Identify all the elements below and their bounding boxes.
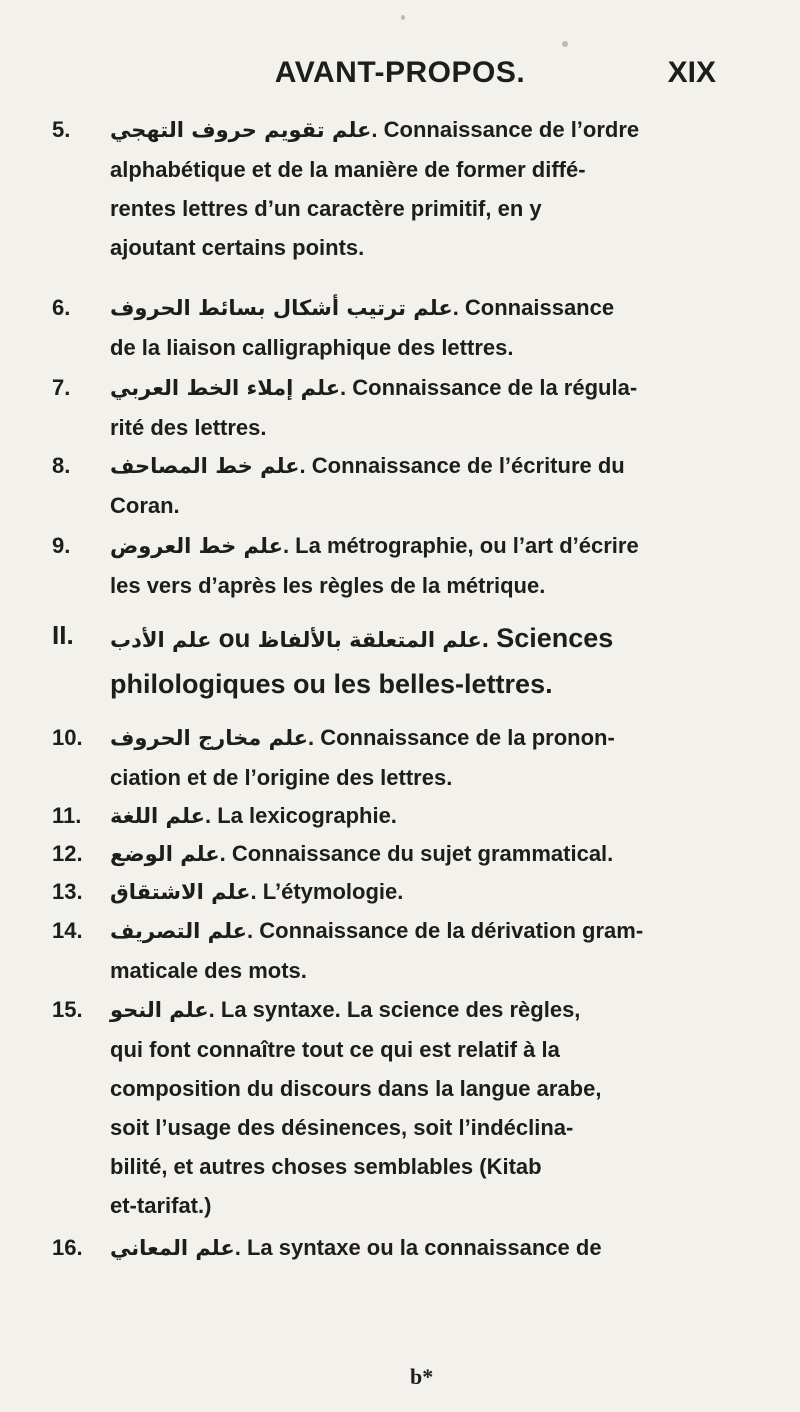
- arabic-term: علم النحو: [110, 998, 209, 1022]
- running-title: AVANT-PROPOS.: [274, 56, 526, 89]
- entry-text-line: composition du discours dans la langue arabe,: [110, 1076, 602, 1101]
- arabic-term: علم المتعلقة بالألفاظ: [257, 628, 482, 652]
- arabic-term: علم تقويم حروف التهجي: [110, 118, 372, 142]
- entry-12: 12. علم الوضع. Connaissance du sujet grammatical.: [52, 834, 732, 874]
- entry-number: 16.: [52, 1235, 83, 1260]
- entry-text-line: qui font connaître tout ce qui est relatif à la: [110, 1037, 560, 1062]
- section-heading-line: Sciences: [496, 623, 614, 653]
- page-number: XIX: [667, 56, 716, 89]
- entry-text-line: alphabétique et de la manière de former diffé-: [110, 157, 586, 182]
- entry-text-line: Connaissance de l’ordre: [383, 117, 640, 142]
- entry-text-line: La syntaxe ou la connaissance de: [246, 1235, 602, 1260]
- entry-10: 10. علم مخارج الحروف. Connaissance de la pronon- ciation et de l’origine des lettres.: [52, 718, 732, 797]
- entry-text-line: Connaissance de la dérivation gram-: [259, 918, 644, 943]
- entry-number: 8.: [52, 453, 71, 478]
- entry-14: 14. علم التصريف. Connaissance de la dérivation gram- maticale des mots.: [52, 911, 732, 990]
- entry-text-line: Connaissance de l’écriture du: [311, 453, 625, 478]
- conjunction: ou: [218, 623, 251, 653]
- entry-number: 13.: [52, 879, 83, 904]
- entry-text-line: La lexicographie.: [217, 803, 397, 828]
- print-speck: [401, 15, 405, 20]
- arabic-term: علم التصريف: [110, 919, 248, 943]
- entry-text-line: rentes lettres d’un caractère primitif, en y: [110, 196, 542, 221]
- arabic-term: علم اللغة: [110, 804, 205, 828]
- entry-8: 8. علم خط المصاحف. Connaissance de l’écriture du Coran.: [52, 446, 732, 525]
- arabic-term: علم الأدب: [110, 628, 212, 652]
- entry-number: 15.: [52, 997, 83, 1022]
- entry-text-line: La syntaxe. La science des règles,: [220, 997, 581, 1022]
- entry-text-line: La métrographie, ou l’art d’écrire: [295, 533, 639, 558]
- section-number: II.: [52, 620, 74, 650]
- arabic-term: علم إملاء الخط العربي: [110, 376, 341, 400]
- entry-number: 9.: [52, 533, 71, 558]
- entry-5: 5. علم تقويم حروف التهجي. Connaissance de l’ordre alphabétique et de la manière de former diffé- rentes lettres d’un caractère primitif, en y ajoutant certains points.: [52, 110, 732, 267]
- entry-number: 10.: [52, 725, 83, 750]
- entry-text-line: ciation et de l’origine des lettres.: [110, 765, 453, 790]
- entry-text-line: Connaissance: [464, 295, 615, 320]
- entry-text-line: bilité, et autres choses semblables (Kitab: [110, 1154, 542, 1179]
- entry-11: 11. علم اللغة. La lexicographie.: [52, 796, 732, 836]
- entry-16: 16. علم المعاني. La syntaxe ou la connaissance de: [52, 1228, 732, 1268]
- section-ii: II. علم الأدب ou علم المتعلقة بالألفاظ. Sciences philologiques ou les belles-lettres.: [52, 616, 732, 706]
- entry-15: 15. علم النحو. La syntaxe. La science des règles, qui font connaître tout ce qui est relatif à la composition du discours dans la langue arabe, soit l’usage des désinences, soit l’indéclina- bilité, et autres choses semblables (Kitab et-tarifat.): [52, 990, 732, 1225]
- entry-number: 14.: [52, 918, 83, 943]
- entry-number: 6.: [52, 295, 71, 320]
- entry-text-line: rité des lettres.: [110, 415, 267, 440]
- entry-number: 11.: [52, 803, 82, 828]
- entry-13: 13. علم الاشتقاق. L’étymologie.: [52, 872, 732, 912]
- entry-text-line: et-tarifat.): [110, 1193, 212, 1218]
- entry-number: 12.: [52, 841, 83, 866]
- entry-text-line: Coran.: [110, 493, 180, 518]
- arabic-term: علم مخارج الحروف: [110, 726, 308, 750]
- entry-text-line: soit l’usage des désinences, soit l’indéclina-: [110, 1115, 574, 1140]
- arabic-term: علم الاشتقاق: [110, 880, 251, 904]
- arabic-term: علم ترتيب أشكال بسائط الحروف: [110, 296, 453, 320]
- arabic-term: علم الوضع: [110, 842, 220, 866]
- entry-number: 5.: [52, 117, 71, 142]
- entry-7: 7. علم إملاء الخط العربي. Connaissance de la régula- rité des lettres.: [52, 368, 732, 447]
- entry-text-line: les vers d’après les règles de la métrique.: [110, 573, 546, 598]
- print-speck: [562, 41, 568, 47]
- entry-text-line: L’étymologie.: [262, 879, 404, 904]
- entry-text-line: Connaissance de la régula-: [352, 375, 638, 400]
- entry-number: 7.: [52, 375, 71, 400]
- signature-mark: b*: [410, 1364, 434, 1389]
- entry-text-line: Connaissance de la pronon-: [320, 725, 615, 750]
- entry-text-line: maticale des mots.: [110, 958, 307, 983]
- arabic-term: علم خط العروض: [110, 534, 283, 558]
- entry-text-line: de la liaison calligraphique des lettres.: [110, 335, 514, 360]
- entry-text-line: Connaissance du sujet grammatical.: [231, 841, 614, 866]
- entry-6: 6. علم ترتيب أشكال بسائط الحروف. Connaissance de la liaison calligraphique des lettres.: [52, 288, 732, 367]
- section-heading-line: philologiques ou les belles-lettres.: [110, 669, 553, 699]
- arabic-term: علم المعاني: [110, 1236, 235, 1260]
- entry-9: 9. علم خط العروض. La métrographie, ou l’art d’écrire les vers d’après les règles de la métrique.: [52, 526, 732, 605]
- arabic-term: علم خط المصاحف: [110, 454, 300, 478]
- entry-text-line: ajoutant certains points.: [110, 235, 365, 260]
